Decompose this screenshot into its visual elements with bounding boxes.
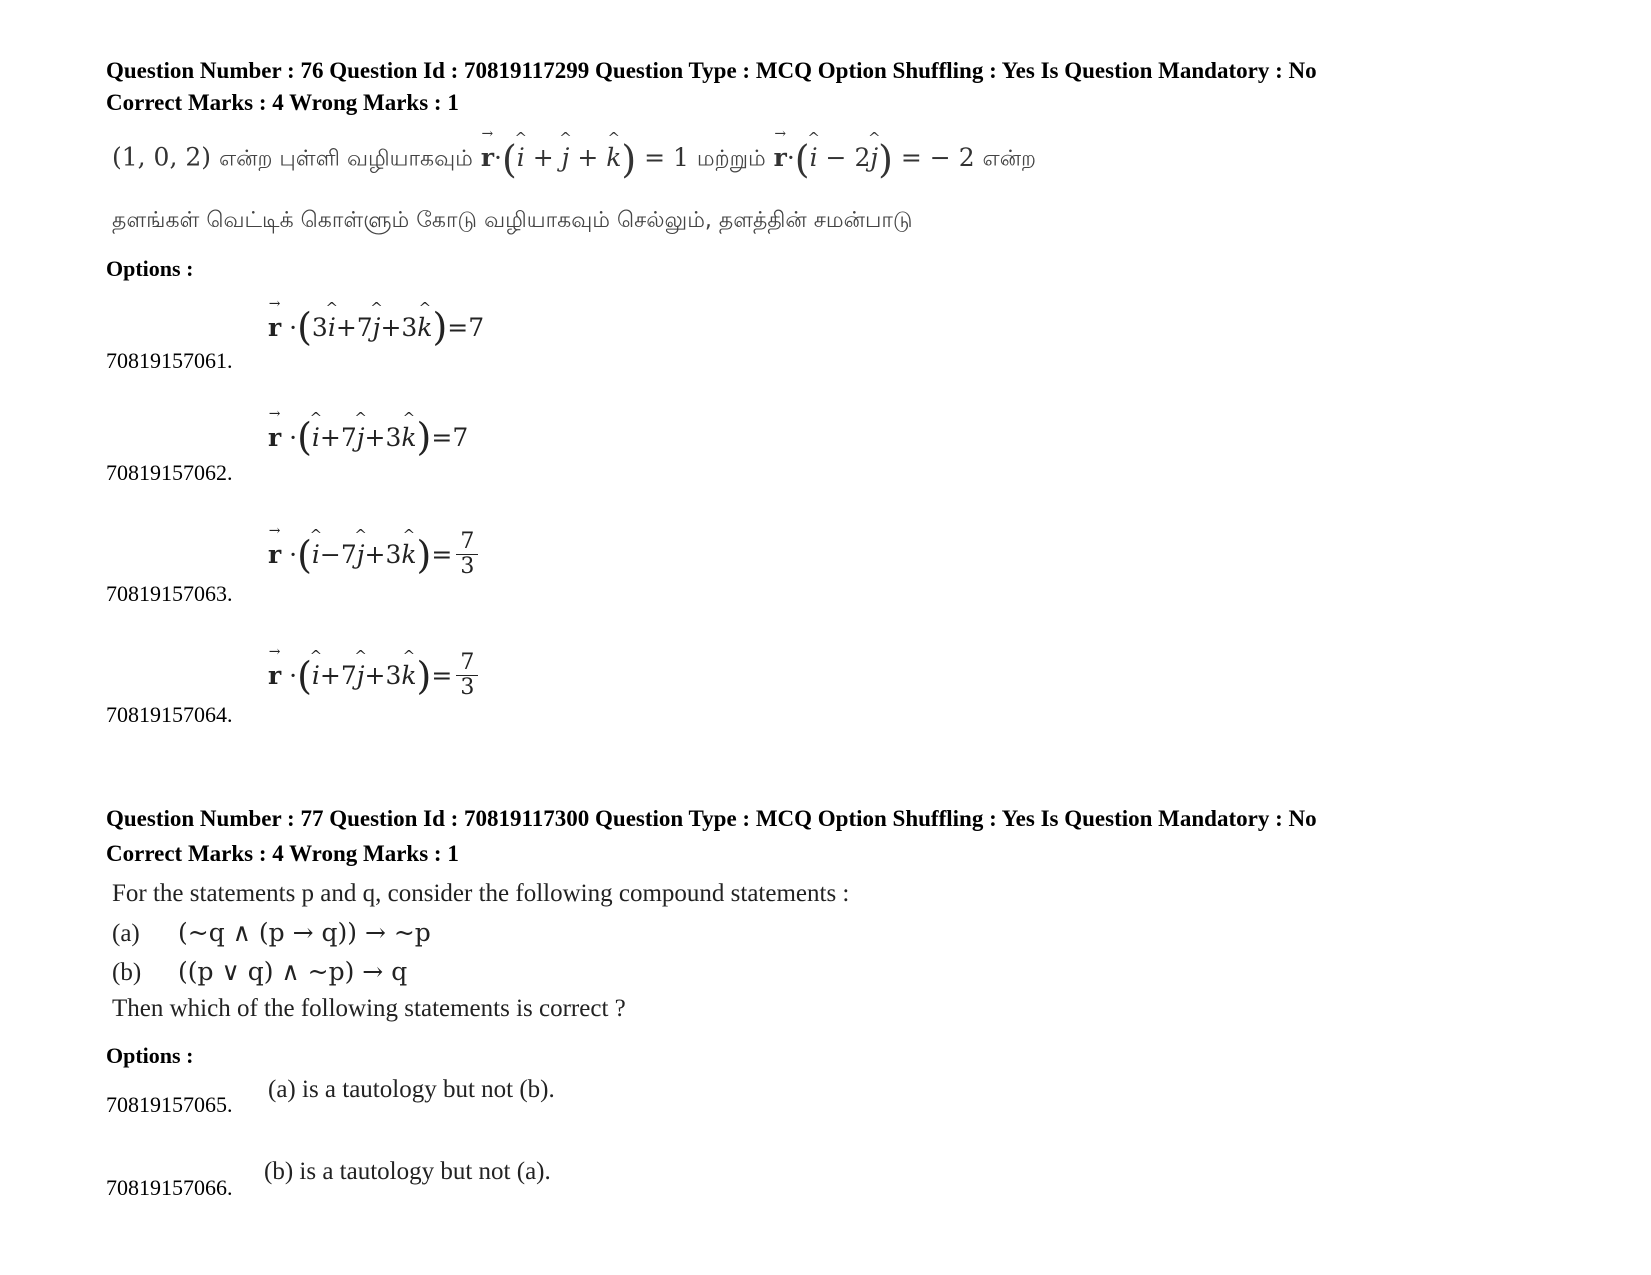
q77-statement-b-text: ((p ∨ q) ∧ ~p) → q: [178, 957, 408, 986]
q76-tamil-text1: என்ற புள்ளி வழியாகவும்: [218, 146, 473, 172]
q77-option-1-id: 70819157065.: [106, 1092, 233, 1117]
q76-option-3-equation: → r · ( ^ i −7 ^ j +3 ^ k ) = $\frac{7}{3}$: [268, 530, 478, 579]
q76-option-1-equation: → r · ( 3 ^ i +7 ^ j +3 ^ k ) =7: [268, 308, 484, 346]
q77-header-line1: Question Number : 77 Question Id : 70819117300 Question Type : MCQ Option Shuffling : Yes Is Question Mandatory : No: [106, 806, 1317, 831]
q76-options-label: Options :: [106, 256, 194, 281]
q77-statement-a-text: (~q ∧ (p → q)) → ~p: [178, 918, 431, 947]
q77-option-1-text: (a) is a tautology but not (b).: [268, 1076, 555, 1103]
q76-question-line1: [112, 137, 1037, 181]
q76-option-4-equation: → r · ( ^ i +7 ^ j +3 ^ k ) = $\frac{7}{3}$: [268, 651, 478, 700]
q76-header-line2: Correct Marks : 4 Wrong Marks : 1: [106, 90, 459, 115]
q76-plane1-equation: → r·(^ i + ^ j + ^ k) = 1: [481, 143, 697, 172]
q76-tamil-text3: என்ற: [982, 146, 1037, 172]
q76-option-3-id: 70819157063.: [106, 581, 233, 606]
q76-option-2-id: 70819157062.: [106, 460, 233, 485]
q76-option-2-equation: → r · ( ^ i +7 ^ j +3 ^ k ) =7: [268, 418, 468, 456]
q76-option-4-id: 70819157064.: [106, 702, 233, 727]
q77-header-line2: Correct Marks : 4 Wrong Marks : 1: [106, 841, 459, 866]
q77-options-label: Options :: [106, 1043, 194, 1068]
q77-statement-a-tag: (a): [112, 920, 140, 947]
q77-option-2-text: (b) is a tautology but not (a).: [264, 1158, 551, 1185]
q76-option-1-id: 70819157061.: [106, 348, 233, 373]
q77-option-2-id: 70819157066.: [106, 1175, 233, 1200]
q77-intro: For the statements p and q, consider the following compound statements :: [112, 880, 850, 907]
q76-tamil-text2: மற்றும்: [696, 146, 766, 172]
q76-question-line2: தளங்கள் வெட்டிக் கொள்ளும் கோடு வழியாகவும் செல்லும், தளத்தின் சமன்பாடு: [112, 208, 913, 233]
q77-statement-a: [112, 918, 431, 948]
q76-header-line1: Question Number : 76 Question Id : 70819117299 Question Type : MCQ Option Shuffling : Yes Is Question Mandatory : No: [106, 58, 1317, 83]
q77-question: Then which of the following statements is correct ?: [112, 995, 626, 1022]
q77-statement-b-tag: (b): [112, 959, 142, 986]
q77-statement-b: [112, 957, 407, 987]
q76-point: (1, 0, 2): [112, 142, 212, 172]
q76-plane2-equation: → r·(^ i − 2^ j) = − 2: [774, 143, 983, 172]
